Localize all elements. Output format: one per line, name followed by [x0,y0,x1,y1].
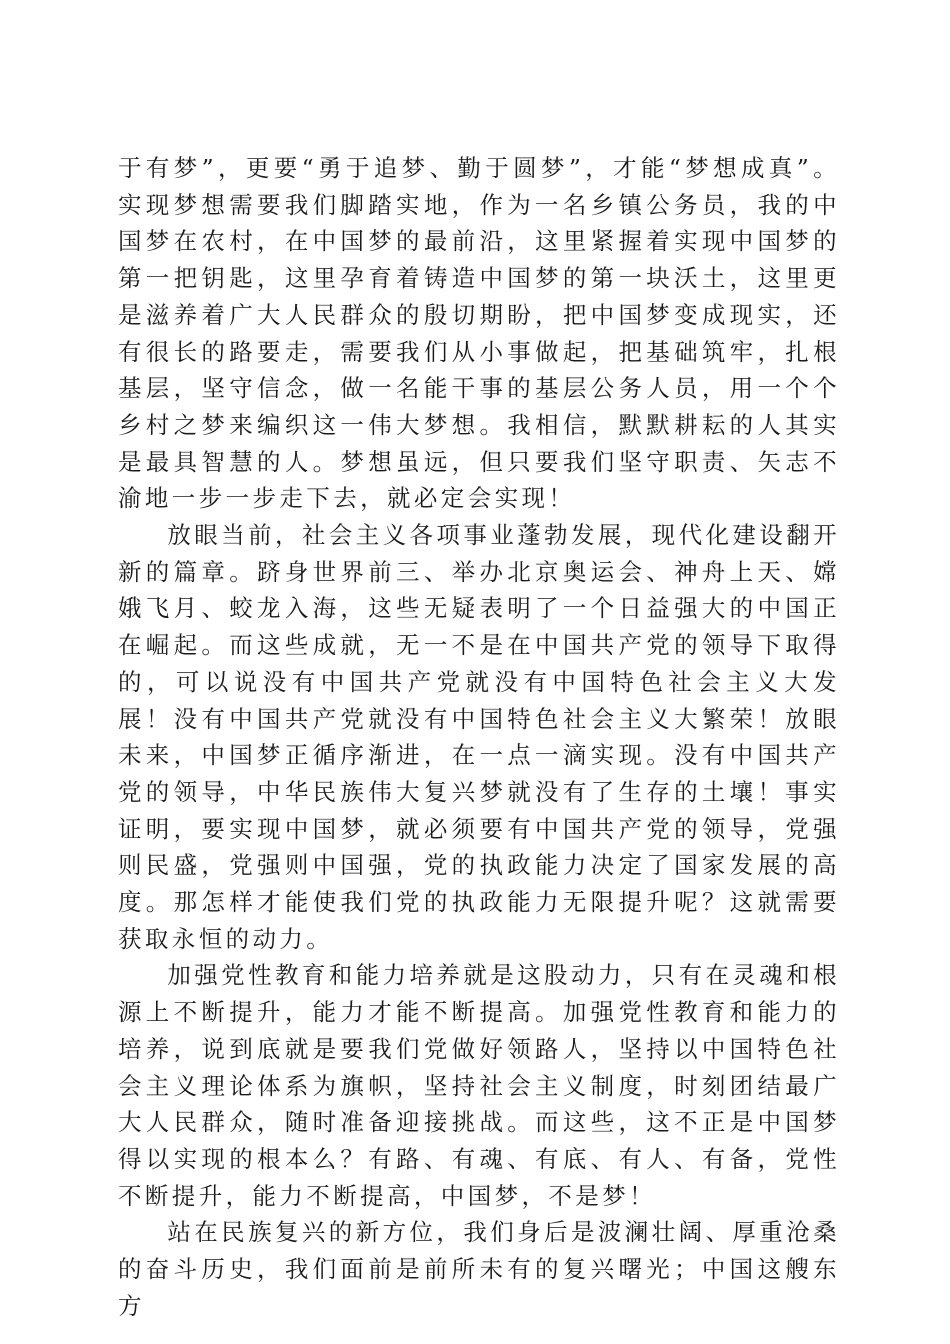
paragraph-4: 站在民族复兴的新方位，我们身后是波澜壮阔、厚重沧桑的奋斗历史，我们面前是前所未有的复兴曙光；中国这艘东方 [118,1218,840,1320]
document-page [118,150,840,1325]
paragraph-3: 加强党性教育和能力培养就是这股动力，只有在灵魂和根源上不断提升，能力才能不断提高。加强党性教育和能力的培养，说到底就是要我们党做好领路人，坚持以中国特色社会主义理论体系为旗帜，坚持社会主义制度，时刻团结最广大人民群众，随时准备迎接挑战。而这些，这不正是中国梦得以实现的根本么？有路、有魂、有底、有人、有备，党性不断提升，能力不断提高，中国梦，不是梦！ [118,961,840,1210]
paragraph-2: 放眼当前，社会主义各项事业蓬勃发展，现代化建设翻开新的篇章。跻身世界前三、举办北京奥运会、神舟上天、嫦娥飞月、蛟龙入海，这些无疑表明了一个日益强大的中国正在崛起。而这些成就，无一不是在中国共产党的领导下取得的，可以说没有中国共产党就没有中国特色社会主义大发展！没有中国共产党就没有中国特色社会主义大繁荣！放眼未来，中国梦正循序渐进，在一点一滴实现。没有中国共产党的领导，中华民族伟大复兴梦就没有了生存的土壤！事实证明，要实现中国梦，就必须要有中国共产党的领导，党强则民盛，党强则中国强，党的执政能力决定了国家发展的高度。那怎样才能使我们党的执政能力无限提升呢？这就需要获取永恒的动力。 [118,521,840,953]
paragraph-1: 于有梦”，更要“勇于追梦、勤于圆梦”，才能“梦想成真”。实现梦想需要我们脚踏实地，作为一名乡镇公务员，我的中国梦在农村，在中国梦的最前沿，这里紧握着实现中国梦的第一把钥匙，这里孕育着铸造中国梦的第一块沃土，这里更是滋养着广大人民群众的殷切期盼，把中国梦变成现实，还有很长的路要走，需要我们从小事做起，把基础筑牢，扎根基层，坚守信念，做一名能干事的基层公务人员，用一个个乡村之梦来编织这一伟大梦想。我相信，默默耕耘的人其实是最具智慧的人。梦想虽远，但只要我们坚守职责、矢志不渝地一步一步走下去，就必定会实现！ [118,154,840,513]
